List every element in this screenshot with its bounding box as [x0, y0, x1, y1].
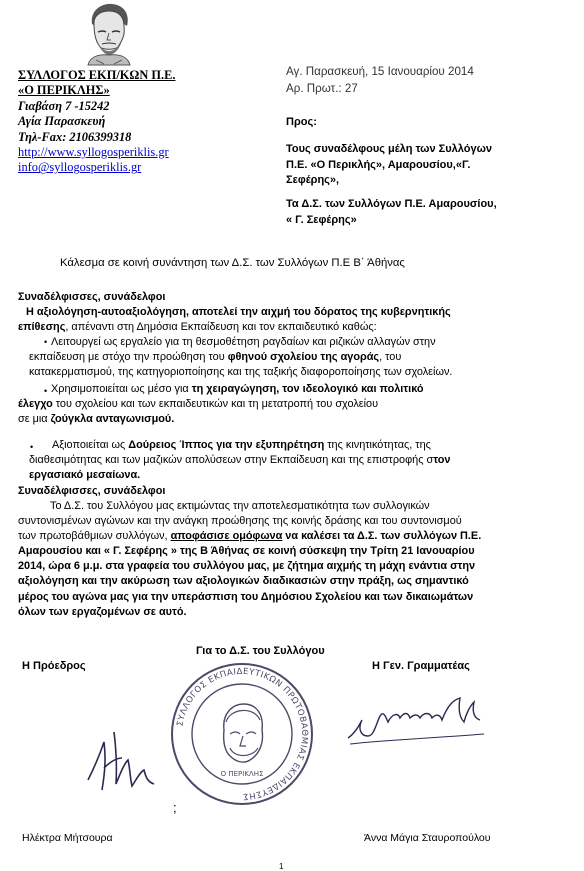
bullet-text: σε μια	[18, 413, 51, 426]
svg-text:ΣΥΛΛΟΓΟΣ ΕΚΠΑΙΔΕΥΤΙΚΩΝ ΠΡΩΤΟΒΑ	[176, 667, 310, 801]
stamp-text: ΣΥΛΛΟΓΟΣ ΕΚΠΑΙΔΕΥΤΙΚΩΝ ΠΡΩΤΟΒΑΘΜΙΑΣ ΕΚΠΑΙΔΕΥΣΗΣ	[175, 666, 310, 802]
recipients-label: Προς:	[286, 116, 317, 128]
bullet-text: διαθεσιμότητας και των μαζικών απολύσεων στην Εκπαίδευση και της επιστροφής σ	[29, 454, 434, 466]
bullet-item-3	[52, 438, 563, 453]
bullet-text: του σχολείου και των εκπαιδευτικών και τη μετατροπή του σχολείου	[52, 398, 379, 410]
bullet-bold: ζούγκλα ανταγωνισμού.	[50, 413, 175, 426]
recipient-line: Τους συναδέλφους μέλη των Συλλόγων	[286, 143, 492, 155]
association-stamp	[168, 660, 316, 808]
bullet-item-1-cont	[29, 350, 563, 380]
main-line: Το Δ.Σ. του Συλλόγου μας εκτιμώντας την αποτελεσματικότητα των συλλογικών	[50, 500, 430, 512]
greeting: Συναδέλφισσες, συνάδελφοι	[18, 291, 166, 303]
recipient-line: Τα Δ.Σ. των Συλλόγων Π.Ε. Αμαρουσίου,	[286, 198, 497, 210]
main-line: μέρος του αγώνα μας για την υπεράσπιση του Δημόσιου Σχολείου και των δικαιωμάτων	[18, 590, 474, 603]
recipients-group-1	[286, 142, 492, 189]
bullet-bold: Δούρειος Ίππος για την εξυπηρέτηση	[128, 439, 325, 451]
bullet-text: εκπαίδευση με στόχο την προώθηση του	[29, 351, 228, 363]
bullet-icon: •	[30, 442, 34, 452]
bullet-text: της κινητικότητας, της	[324, 439, 431, 451]
protocol-number: Αρ. Πρωτ.: 27	[286, 81, 358, 95]
bullet-text: , του	[379, 351, 402, 363]
sender-block	[18, 68, 175, 176]
main-underlined: αποφάσισε ομόφωνα	[170, 530, 283, 543]
semicolon: ;	[173, 800, 177, 815]
bullet-item-2-cont	[18, 397, 563, 427]
stamp-inner-text: Ο ΠΕΡΙΚΛΗΣ	[220, 770, 264, 778]
intro-line: Η αξιολόγηση-αυτοαξιολόγηση, αποτελεί την αιχμή του δόρατος της κυβερνητικής	[26, 306, 451, 318]
page-number: 1	[279, 862, 284, 871]
bullet-bold: έλεγχο	[18, 398, 53, 410]
on-behalf-label: Για το Δ.Σ. του Συλλόγου	[196, 645, 325, 657]
telfax: Τηλ-Fax: 2106399318	[18, 129, 132, 144]
bullet-item-2	[51, 382, 563, 397]
secretary-signature	[344, 684, 494, 754]
bullet-item-1	[51, 335, 563, 350]
paragraph-intro	[18, 305, 563, 335]
email-link[interactable]: info@syllogosperiklis.gr	[18, 160, 142, 175]
area: Αγία Παρασκευή	[18, 114, 106, 129]
main-line: όλων των εργαζομένων σε αυτό.	[18, 605, 187, 618]
paragraph-main	[18, 499, 563, 620]
date-block	[286, 64, 474, 97]
date: Αγ. Παρασκευή, 15 Ιανουαρίου 2014	[286, 65, 474, 78]
main-line: 2014, ώρα 6 μ.μ. στα γραφεία του συλλόγου μας, με ζήτημα αιχμής τη μάχη ενάντια στην	[18, 560, 476, 573]
greeting-2: Συναδέλφισσες, συνάδελφοι	[18, 485, 166, 497]
intro-bold: επίθεσης	[18, 321, 66, 334]
main-bold: να καλέσει τα Δ.Σ. των συλλόγων Π.Ε.	[282, 530, 482, 543]
address: Γιαβάση 7 -15242	[18, 98, 110, 113]
president-name: Ηλέκτρα Μήτσουρα	[22, 832, 113, 844]
main-line: αξιολόγηση και την ακύρωση των αξιολογικών διαδικασιών στην πράξη, ως σημαντικό	[18, 575, 469, 588]
intro-rest: , απέναντι στη Δημόσια Εκπαίδευση και τον εκπαιδευτικό καθώς:	[65, 321, 377, 334]
recipient-line: « Γ. Σεφέρης»	[286, 213, 357, 226]
bullet-bold: φθηνού σχολείου της αγοράς	[227, 351, 380, 363]
subject-line: Κάλεσμα σε κοινή συνάντηση των Δ.Σ. των Συλλόγων Π.Ε Β΄ Άθήνας	[60, 257, 405, 269]
bullet-bold: τον	[433, 454, 451, 466]
org-name: ΣΥΛΛΟΓΟΣ ΕΚΠ/ΚΩΝ Π.Ε.	[18, 68, 176, 82]
recipient-line: Σεφέρης»,	[286, 174, 340, 186]
main-line: συντονισμένων αγώνων και την ανάγκη προώθησης της κοινής δράσης και του συντονισμού	[18, 515, 462, 528]
website-link[interactable]: http://www.syllogosperiklis.gr	[18, 145, 169, 160]
recipients-group-2	[286, 197, 497, 228]
bullet-icon: •	[44, 337, 48, 347]
bullet-bold: εργασιακό μεσαίωνα.	[29, 469, 141, 482]
bullet-text: Αξιοποιείται ως	[52, 439, 129, 451]
recipient-line: Π.Ε. «Ο Περικλής», Αμαρουσίου,«Γ.	[286, 158, 471, 171]
bullet-icon: •	[44, 386, 48, 396]
org-subtitle: «Ο ΠΕΡΙΚΛΗΣ»	[18, 83, 110, 98]
main-line: Αμαρουσίου και « Γ. Σεφέρης » της Β Άθήνας σε κοινή σύσκεψη την Τρίτη 21 Ιανουαρίου	[18, 545, 475, 558]
bullet-line: κατακερματισμού, της κατηγοριοποίησης και της ταξικής διαφοροποίησης των σχολείων.	[29, 366, 453, 379]
bullet-line: Λειτουργεί ως εργαλείο για τη θεσμοθέτηση ραγδαίων και ριζικών αλλαγών στην	[51, 336, 436, 348]
secretary-name: Άννα Μάγια Σταυροπούλου	[364, 832, 491, 844]
main-text: των πρωτοβάθμιων συλλόγων,	[18, 530, 171, 543]
secretary-title: Η Γεν. Γραμματέας	[372, 660, 470, 672]
president-title: Η Πρόεδρος	[22, 660, 86, 672]
pericles-logo	[78, 2, 140, 66]
bullet-text: Χρησιμοποιείται ως μέσο για	[51, 383, 192, 395]
bullet-bold: τη χειραγώγηση, τον ιδεολογικό και πολιτικό	[191, 383, 424, 395]
president-signature	[80, 728, 160, 798]
bullet-item-3-cont	[29, 453, 563, 483]
